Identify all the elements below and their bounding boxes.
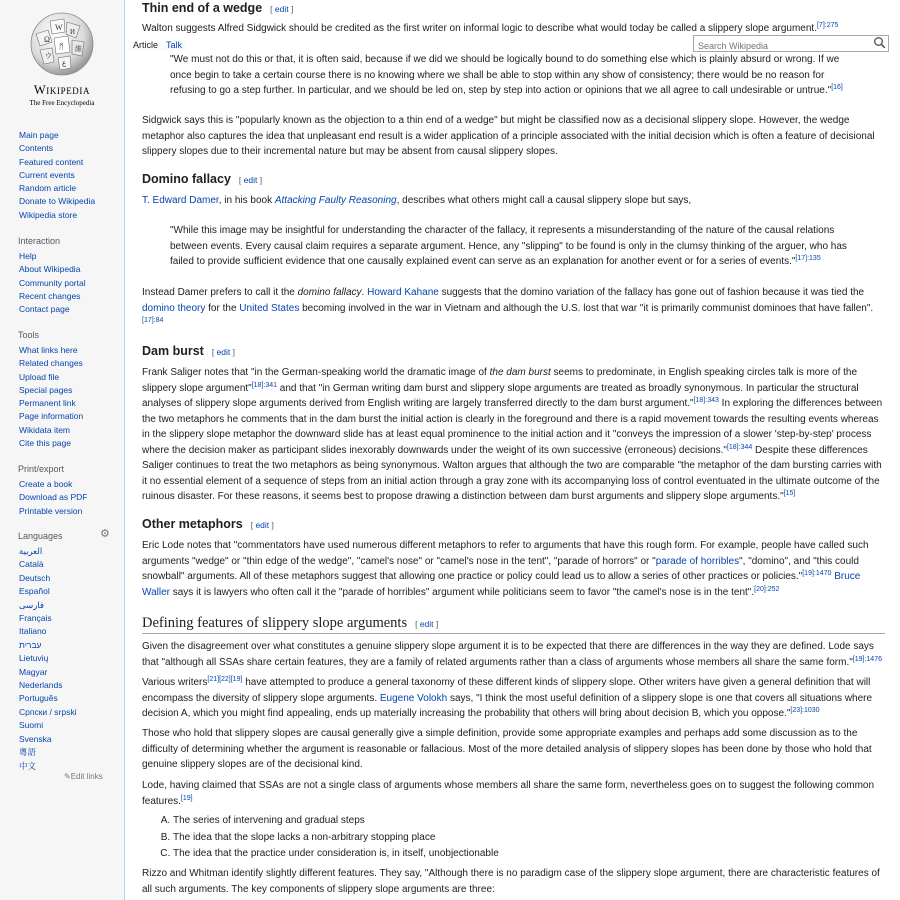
sidebar-tools-item[interactable]: Cite this page: [19, 438, 71, 449]
tools-heading: Tools: [18, 330, 40, 340]
edit-section-link[interactable]: edit: [419, 619, 434, 629]
list-item: C. The idea that the practice under consideration is, in itself, unobjectionable: [173, 846, 499, 863]
edit-links-label: Edit links: [70, 772, 103, 781]
section-heading-thin-end: Thin end of a wedge [ edit ]: [142, 1, 294, 15]
language-link-item[interactable]: Deutsch: [19, 572, 51, 583]
features-list: [142, 813, 499, 863]
search-input[interactable]: [694, 39, 870, 54]
sidebar-interaction-item[interactable]: Contact page: [19, 304, 70, 315]
sidebar-tools-item[interactable]: Related changes: [19, 358, 83, 369]
svg-text:Ω: Ω: [44, 35, 50, 44]
citation[interactable]: [18]:344: [726, 443, 753, 451]
interaction-heading: Interaction: [18, 236, 61, 246]
svg-text:維: 維: [75, 45, 82, 53]
link-howard-kahane[interactable]: Howard Kahane: [367, 287, 439, 298]
svg-text:И: И: [70, 28, 76, 36]
link-attacking-faulty-reasoning[interactable]: Attacking Faulty Reasoning: [274, 195, 397, 206]
link-domino-theory[interactable]: domino theory: [142, 302, 206, 314]
sidebar: [0, 0, 124, 900]
citation[interactable]: [16]: [831, 84, 843, 91]
citation[interactable]: [23]:1030: [790, 707, 820, 714]
print-portal: [10, 464, 120, 518]
languages-list: [10, 545, 120, 773]
svg-text:ع: ع: [62, 59, 67, 67]
citation[interactable]: [19]: [180, 794, 193, 802]
sidebar-interaction-item[interactable]: Recent changes: [19, 290, 81, 301]
tools-list: [10, 344, 120, 450]
print-heading: Print/export: [18, 464, 65, 474]
content-area: [124, 0, 900, 900]
edit-section-link[interactable]: edit: [274, 4, 289, 14]
languages-heading: Languages: [18, 531, 63, 541]
search-button[interactable]: [872, 36, 887, 51]
link-bruce-waller[interactable]: Bruce Waller: [142, 571, 861, 598]
blockquote: "While this image may be insightful for understanding the character of the fallacy, it represents a misunderstanding of the nature of the causal relations between events. Every causal claim requires a separate argument. Hence, any "slipping" to be found is only in the clumsy thinking of the arguer, who has failed to provide sufficient evidence that one causally explained event can serve as an explanation for another event or for a series of events."$^{[17]:135}$: [170, 225, 847, 267]
sidebar-interaction-item[interactable]: About Wikipedia: [19, 264, 81, 275]
citation[interactable]: [18]:341: [251, 381, 278, 389]
sidebar-tools-item[interactable]: Permanent link: [19, 398, 76, 409]
svg-text:ᛗ: ᛗ: [59, 42, 64, 51]
paragraph: Eric Lode notes that "commentators have used numerous different metaphors to refer to arguments that have this rough form. For example, people have called such arguments "wedge" or "thin edge of the wedge", "camel's nose" or "camel's nose in the tent", "parade of horrors" or "parade of horribles", "domino", and "this could snowball" arguments. All of these metaphors suggest that allowing one practice or policy could lead us to allow a series of other practices or policies."$^{[19]:1470}$ Bruce Waller says it is lawyers who often call it the "parade of horribles" argument while politicians seem to favor "the camel's nose is in the tent".$^{[20]:252}$: [142, 540, 869, 598]
edit-section-link[interactable]: edit: [216, 347, 231, 357]
link-eugene-volokh[interactable]: Eugene Volokh: [379, 692, 448, 704]
paragraph: Lode, having claimed that SSAs are not a single class of arguments whose members all share the same form, nevertheless goes on to suggest the following common features.[19]: [142, 780, 875, 807]
language-link-item[interactable]: Català: [19, 559, 44, 570]
language-link-item[interactable]: Српски / srpski: [19, 706, 77, 717]
sidebar-tools-item[interactable]: Upload file: [19, 371, 60, 382]
edit-section-link[interactable]: edit: [255, 520, 270, 530]
sidebar-nav-item[interactable]: Random article: [19, 183, 77, 194]
sidebar-interaction-item[interactable]: Help: [19, 251, 37, 261]
wikipedia-logo[interactable]: [18, 8, 106, 112]
link-united-states[interactable]: United States: [239, 302, 300, 314]
list-item: A. The series of intervening and gradual steps: [173, 813, 499, 830]
sidebar-nav-item[interactable]: Contents: [19, 143, 54, 154]
paragraph: Frank Saliger notes that "in the German-speaking world the dramatic image of the dam burst seems to predominate, in English speaking circles talk is more of the slippery slope argument"$^{[18]:341}$ and that "in German writing dam burst and slippery slope arguments are treated as broadly synonymous. In particular the structural analyses of slippery slope arguments derived from English writing are largely transferred directly to the dam burst argument."$^{[18]:343}$ In exploring the differences between the two metaphors he comments that in the dam burst the initial action is clearly in the foreground and there is a rapid movement towards the resulting events whereas in the slippery slope metaphor the downward slide has at least equal prominence to the initial action and it "conveys the impression of a slower 'step-by-step' process where the decision maker as participant slides inexorably downwards under the weight of its own successive (erroneous) decisions."$^{[18]:344}$ Despite these differences Saliger continues to treat the two metaphors as being synonymous. Walton argues that although the two are comparable "the metaphor of the dam bursting carries with it no essential element of a sequence of steps from an initial action through a gray zone with its accompanying loss of control eventuated in the ultimate outcome of the ruinous disaster. For these reasons, it seems best to propose drawing a distinction between dam burst arguments and slippery slope arguments."[15]: [142, 367, 883, 502]
language-link-item[interactable]: Suomi: [19, 720, 44, 731]
sidebar-tools-item[interactable]: Page information: [19, 411, 84, 422]
namespace-tabs: [129, 40, 186, 50]
svg-text:ウ: ウ: [45, 52, 52, 60]
sidebar-nav-item[interactable]: Featured content: [19, 156, 84, 167]
sidebar-nav-item[interactable]: Donate to Wikipedia: [19, 196, 96, 207]
citation[interactable]: [15]: [783, 490, 796, 497]
section-heading-dam-burst: Dam burst [ edit ]: [142, 344, 236, 358]
sidebar-nav-item[interactable]: Current events: [19, 169, 75, 180]
paragraph: T. Edward Damer, in his book Attacking Faulty Reasoning, describes what others might call a causal slippery slope but says,: [142, 195, 692, 206]
paragraph: Given the disagreement over what constitutes a genuine slippery slope argument it is to be expected that there are differences in the way they are defined. Lode says that "although all SSAs share certain features, they are a family of related arguments rather than a class of arguments whose members all share the same form."$^{[19]:1476}$: [142, 641, 882, 668]
edit-section-link[interactable]: edit: [243, 175, 258, 185]
print-list: [10, 478, 120, 518]
svg-text:W: W: [55, 23, 63, 32]
citation[interactable]: [21][22][19]: [207, 676, 243, 683]
pencil-icon: ✎: [64, 772, 71, 781]
language-link-item[interactable]: Français: [19, 613, 52, 624]
tab-article[interactable]: Article: [129, 40, 162, 50]
citation[interactable]: [17]:135: [795, 255, 821, 262]
paragraph: Rizzo and Whitman identify slightly different features. They say, "Although there is no paradigm case of the slippery slope argument, there are characteristic features of all such arguments. The key components of slippery slope arguments are three:: [142, 868, 880, 895]
language-link-item[interactable]: Svenska: [19, 733, 52, 744]
interaction-list: [10, 250, 120, 316]
paragraph: Walton suggests Alfred Sidgwick should be credited as the first writer on informal logic to describe what would today be called a slippery slope argument.$^{[7]:275}$: [142, 22, 839, 34]
sidebar-nav-item[interactable]: Main page: [19, 130, 59, 140]
search-box: [693, 35, 889, 52]
language-link-item[interactable]: Nederlands: [19, 680, 63, 691]
navigation-list: [10, 129, 120, 222]
sidebar-tools-item[interactable]: Special pages: [19, 384, 73, 395]
language-link-item[interactable]: Italiano: [19, 626, 47, 637]
link-parade-of-horribles[interactable]: parade of horribles: [655, 555, 740, 567]
paragraph: Various writers[21][22][19] have attempted to produce a general taxonomy of these different kinds of slippery slope. Other writers have given a general definition that will encompass the diversity of slippery slope arguments. Eugene Volokh says, "I think the most useful definition of a slippery slope is one that covers all situations where decision A, which you might find appealing, ends up materially increasing the probability that others will bring about decision B, which you oppose."$^{[23]:1030}$: [142, 676, 873, 719]
sidebar-nav-item[interactable]: Wikipedia store: [19, 209, 78, 220]
section-heading-domino: Domino fallacy [ edit ]: [142, 172, 263, 186]
citation[interactable]: [18]:343: [693, 397, 719, 404]
languages-portal: [10, 531, 120, 773]
section-heading-other-metaphors: Other metaphors [ edit ]: [142, 517, 274, 531]
citation[interactable]: [7]:275: [816, 22, 839, 29]
wikipedia-tagline: The Free Encyclopedia: [29, 99, 95, 107]
paragraph: Instead Damer prefers to call it the domino fallacy. Howard Kahane suggests that the domino variation of the fallacy has gone out of fashion because it was tied the domino theory for the United States becoming involved in the war in Vietnam and although the U.S. lost that war "it is primarily communist dominoes that have fallen".$^{[17]:84}$: [142, 287, 874, 324]
wikipedia-wordmark: Wikipedia: [33, 83, 91, 97]
language-link-item[interactable]: العربية: [19, 546, 43, 556]
language-link-item[interactable]: עברית: [19, 639, 42, 650]
paragraph: Sidgwick says this is "popularly known as the objection to a thin end of a wedge" but might be classified now as a decisional slippery slope. However, the wedge metaphor also captures the idea that unpleasant end result is a wider application of a principle associated with the initial decision which is often a feature of decisional slippery slopes due to their incremental nature but may be absent from causal slippery slopes.: [142, 115, 875, 157]
sidebar-print-item[interactable]: Printable version: [19, 505, 83, 516]
sidebar-interaction-item[interactable]: Community portal: [19, 277, 86, 288]
citation[interactable]: [19]:1470: [802, 570, 832, 577]
search-icon: [873, 36, 886, 49]
citation[interactable]: [17]:84: [142, 317, 164, 324]
interaction-portal: [10, 236, 120, 316]
sidebar-tools-item[interactable]: Wikidata item: [19, 424, 71, 435]
language-link-item[interactable]: 中文: [19, 760, 37, 771]
language-link-item[interactable]: فارسی: [19, 599, 44, 610]
tab-talk[interactable]: Talk: [162, 40, 186, 50]
gear-icon[interactable]: ⚙: [100, 528, 110, 540]
language-link-item[interactable]: Lietuvių: [19, 653, 49, 664]
edit-links[interactable]: [64, 772, 103, 781]
blockquote: "We must not do this or that, it is often said, because if we did we should be logically bound to do something else which is plainly absurd or wrong. If we once begin to take a certain course there is no knowing where we shall be able to stop within any show of consistency; there would be no reason for refusing to go a step further. In particular, and we should be led on, step by step into action or opinions that we all agree to call undesirable or untrue."[16]: [170, 54, 843, 96]
citation[interactable]: [20]:252: [754, 585, 780, 593]
tools-portal: [10, 330, 120, 450]
language-link-item[interactable]: Magyar: [19, 666, 48, 677]
navigation-portal: [10, 129, 120, 222]
sidebar-print-item[interactable]: Download as PDF: [19, 492, 88, 503]
section-heading-defining-features: Defining features of slippery slope arguments [ edit ]: [142, 615, 885, 634]
link-t-edward-damer[interactable]: T. Edward Damer: [142, 195, 219, 206]
language-link-item[interactable]: Português: [19, 693, 58, 704]
paragraph: Those who hold that slippery slopes are causal generally give a simple definition, provide some appropriate examples and perhaps add some discussion as to the difficulty of determining whether the argument is reasonable or fallacious. Most of the more detailed analysis of slippery slopes has been done by those who hold that genuine slippery slopes are of the decisional kind.: [142, 728, 872, 770]
sidebar-print-item[interactable]: Create a book: [19, 479, 73, 489]
citation[interactable]: [19]:1476: [852, 655, 882, 663]
list-item: B. The idea that the slope lacks a non-arbitrary stopping place: [173, 830, 499, 847]
sidebar-tools-item[interactable]: What links here: [19, 345, 78, 355]
language-link-item[interactable]: 粵語: [19, 747, 37, 758]
language-link-item[interactable]: Español: [19, 586, 50, 597]
